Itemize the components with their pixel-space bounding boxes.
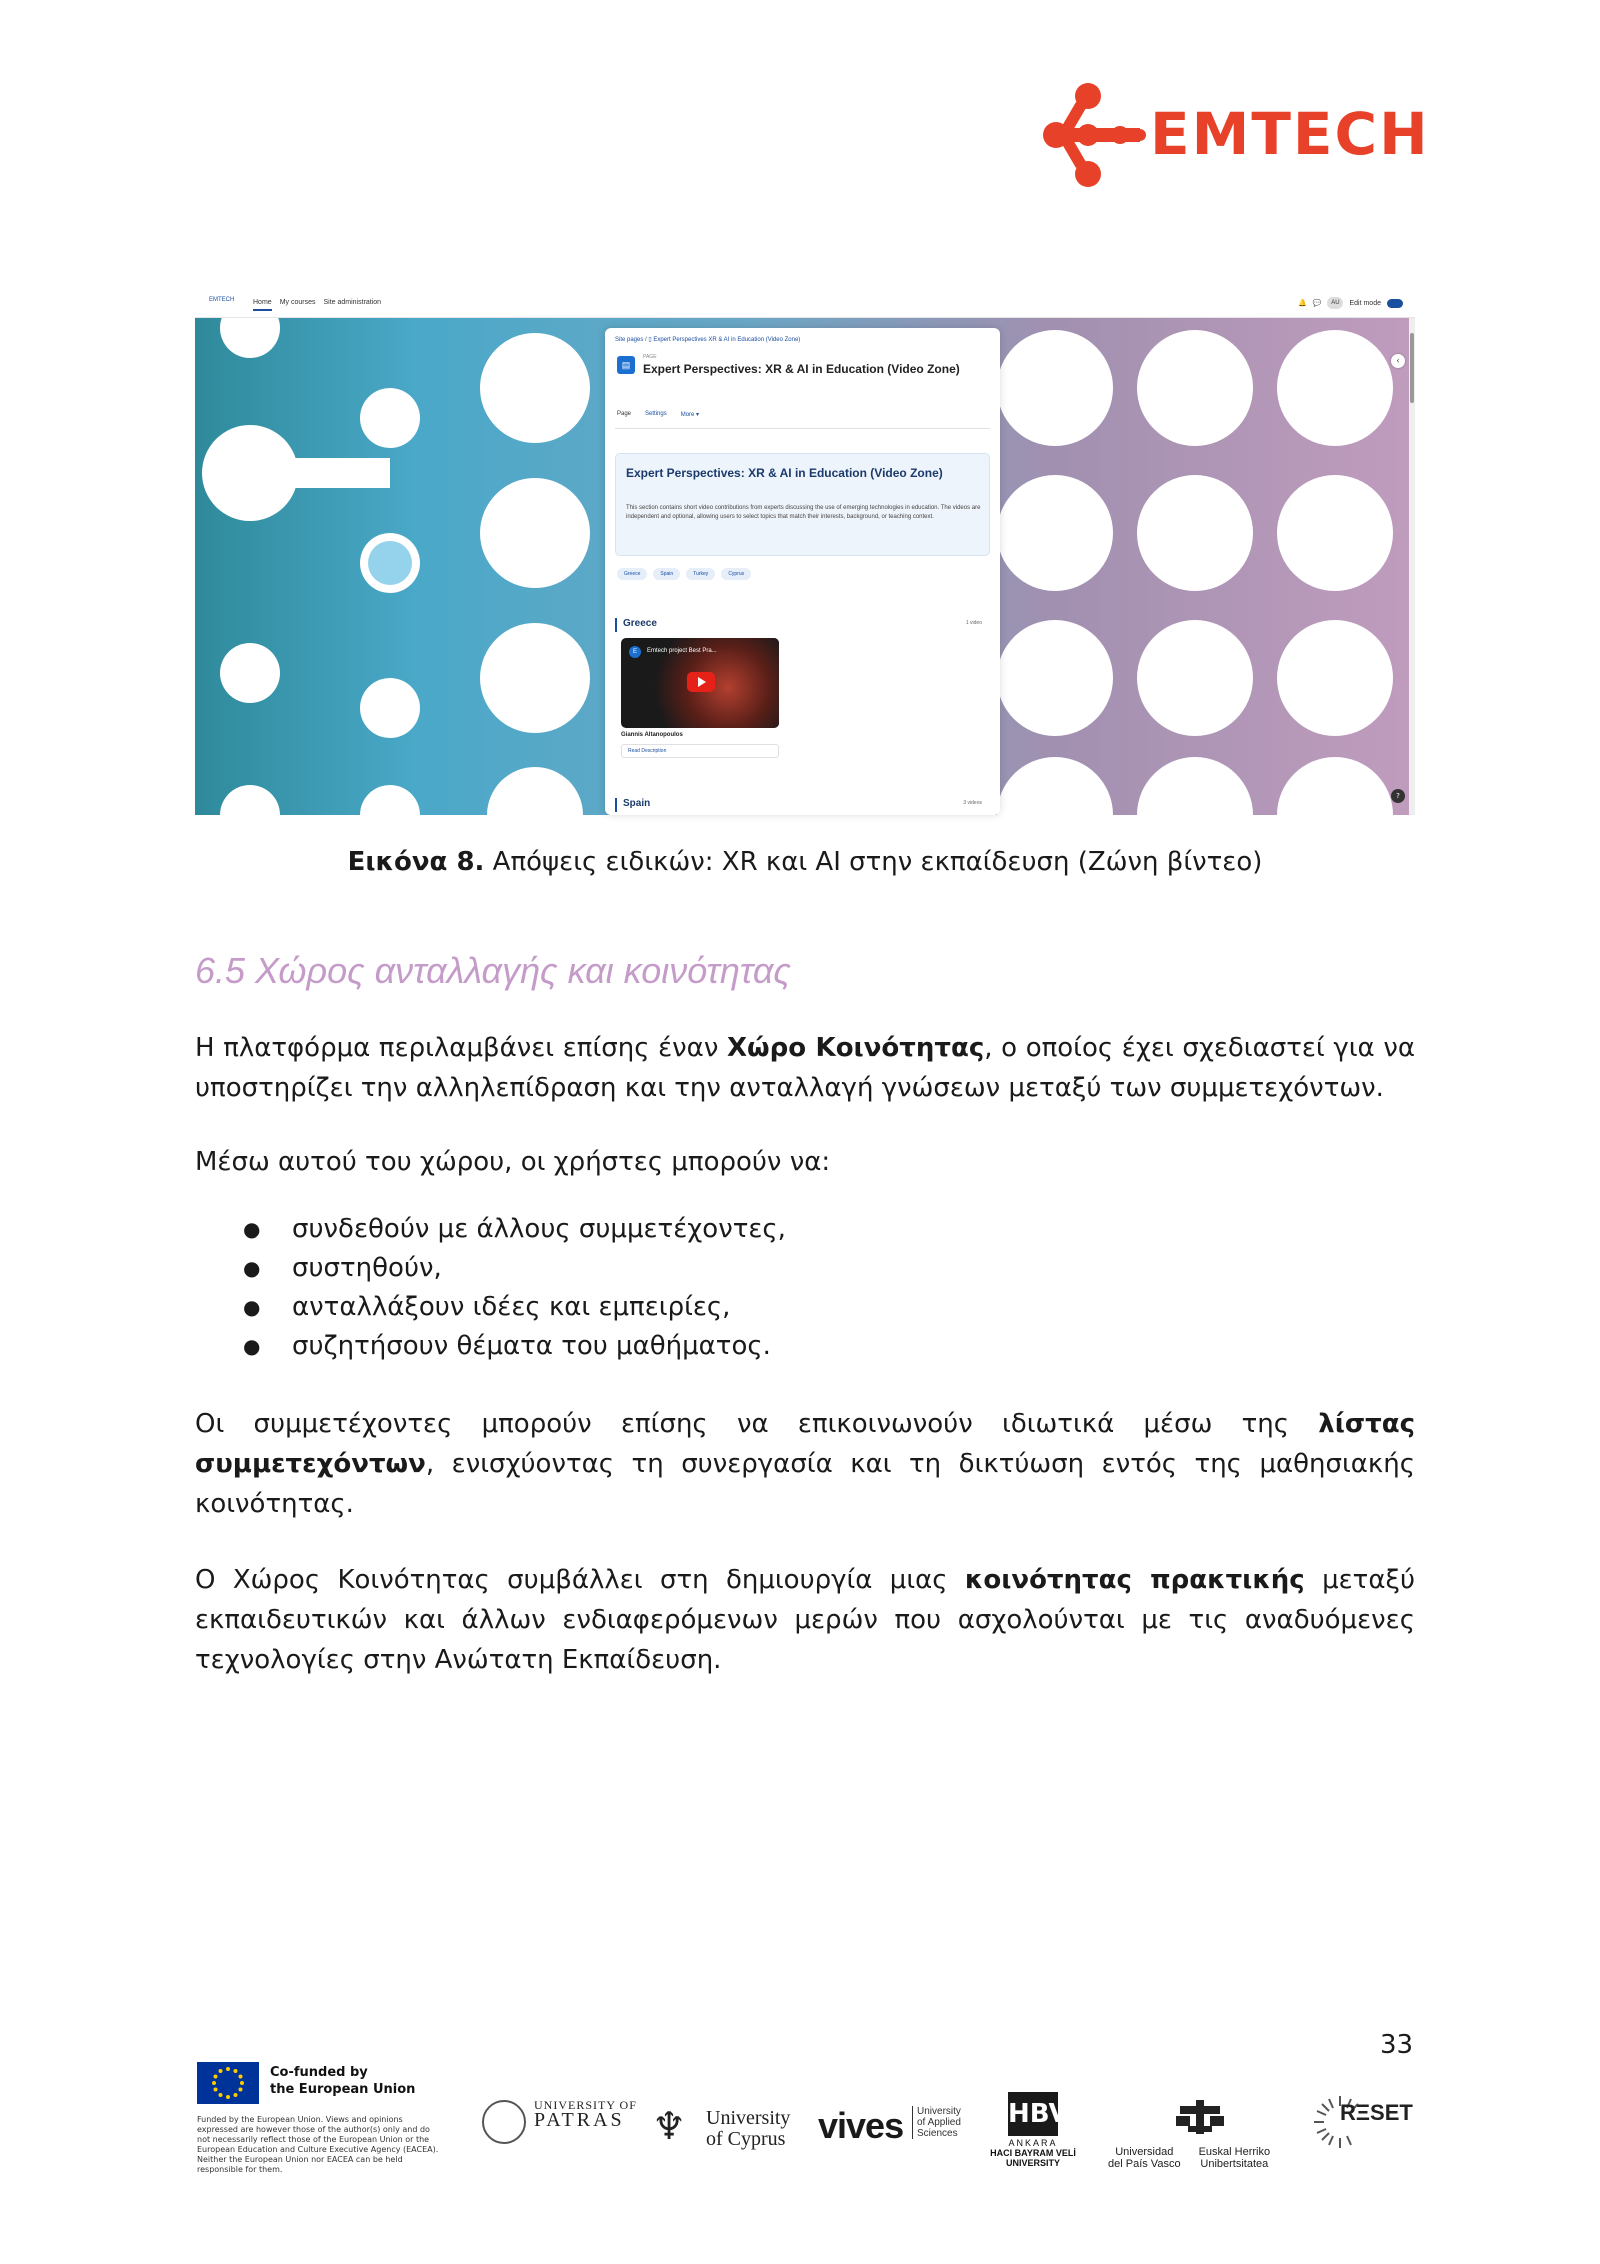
p1-bold: Χώρο Κοινότητας: [727, 1033, 985, 1063]
vives-sub-3: Sciences: [917, 2128, 958, 2139]
p1-text-b: , ο οποίος έχει σχεδιαστεί για να υποστηρίζει την αλληλεπίδραση και την ανταλλαγή γνώσεων μεταξύ των συμμετεχόντων.: [195, 1033, 1415, 1103]
info-text: This section contains short video contributions from experts discussing the use of emerging technologies in education. The videos are independent and optional, allowing users to select topics that match their interests, background, or teaching context.: [626, 505, 981, 520]
info-title: Expert Perspectives: XR & AI in Education (Video Zone): [626, 466, 943, 480]
cyprus-logo: [706, 2108, 790, 2150]
avatar[interactable]: AU: [1327, 297, 1343, 309]
section-greece-count: 1 video: [965, 620, 982, 626]
emtech-logo: [1040, 80, 1430, 190]
topbar-right: [1298, 297, 1403, 309]
eu-cofunded-line-1: Co-funded by: [270, 2065, 368, 2080]
ehu-left-2: del País Vasco: [1108, 2158, 1181, 2170]
list-item: ● συστηθούν,: [195, 1249, 786, 1288]
video-thumbnail[interactable]: [621, 638, 779, 728]
p4-bold: κοινότητας πρακτικής: [964, 1565, 1305, 1595]
chip-spain[interactable]: Spain: [653, 568, 680, 580]
p4-text-b: μεταξύ εκπαιδευτικών και άλλων ενδιαφερόμενων μερών που ασχολούνται με τις αναδυόμενες τεχνολογίες στην Ανώτατη Εκπαίδευση.: [195, 1565, 1416, 1675]
page-number: 33: [1380, 2030, 1414, 2060]
patras-line-1: UNIVERSITY OF: [534, 2098, 637, 2112]
p3-bold: λίστας συμμετεχόντων: [195, 1409, 1415, 1479]
hbv-line-2: HACI BAYRAM VELİ: [990, 2148, 1076, 2158]
tab-settings[interactable]: Settings: [645, 411, 667, 417]
eu-cofunded-line-2: the European Union: [270, 2082, 416, 2097]
patras-logo: [534, 2098, 637, 2131]
ehu-left-1: Universidad: [1115, 2146, 1174, 2158]
page-icon: ▤: [617, 356, 635, 374]
ehu-tree-icon: [1170, 2096, 1230, 2138]
list-item: ● συνδεθούν με άλλους συμμετέχοντες,: [195, 1210, 786, 1249]
chip-turkey[interactable]: Turkey: [686, 568, 715, 580]
hbv-line-1: ANKARA: [1008, 2138, 1058, 2148]
chat-icon[interactable]: 💬: [1312, 300, 1322, 307]
moodle-topbar: [195, 290, 1415, 318]
help-button[interactable]: ?: [1391, 789, 1405, 803]
eu-flag-icon: [197, 2062, 259, 2104]
tab-divider: [615, 428, 990, 429]
bell-icon[interactable]: 🔔: [1298, 300, 1307, 307]
scrollbar[interactable]: [1409, 318, 1415, 815]
section-spain: [615, 798, 990, 812]
video-speaker: Giannis Altanopoulos: [621, 732, 683, 738]
eu-cofunded-label: [270, 2064, 415, 2098]
section-greece-title: Greece: [623, 618, 657, 629]
p4-text-a: Ο Χώρος Κοινότητας συμβάλλει στη δημιουργία μιας: [195, 1565, 965, 1595]
figure-screenshot: [195, 290, 1415, 815]
nav-site-administration[interactable]: Site administration: [323, 299, 382, 306]
page-tabs: [617, 411, 699, 418]
eu-disclaimer: Funded by the European Union. Views and opinions expressed are however those of the author(s) only and do not necessarily reflect those of the European Union or the European Education and Culture Executive Agency (EACEA). Neither the European Union nor EACEA can be held responsible for them.: [197, 2115, 439, 2174]
section-heading: 6.5 Χώρος ανταλλαγής και κοινότητας: [195, 950, 791, 991]
nav-home[interactable]: Home: [253, 299, 272, 311]
play-icon[interactable]: [687, 672, 715, 692]
p3-text-b: , ενισχύοντας τη συνεργασία και τη δικτύωση εντός της μαθησιακής κοινότητας.: [195, 1449, 1415, 1519]
caption-label: Εικόνα 8.: [347, 847, 485, 877]
ehu-right-1: Euskal Herriko: [1198, 2146, 1271, 2158]
vives-sub-1: University: [917, 2106, 961, 2117]
chip-greece[interactable]: Greece: [617, 568, 647, 580]
drawer-toggle-button[interactable]: ‹: [1391, 354, 1405, 368]
vives-subtitle: [912, 2106, 961, 2139]
info-box: [615, 453, 990, 556]
p3-text-a: Οι συμμετέχοντες μπορούν επίσης να επικοινωνούν ιδιωτικά μέσω της: [195, 1409, 1319, 1439]
page-kicker: PAGE: [643, 354, 657, 360]
caption-text: Απόψεις ειδικών: XR και AI στην εκπαίδευση (Ζώνη βίντεο): [484, 847, 1263, 877]
country-chips: [617, 568, 751, 580]
hbv-logo-text: [984, 2138, 1082, 2168]
tab-page[interactable]: Page: [617, 411, 632, 417]
edit-mode-label: Edit mode: [1349, 299, 1381, 307]
paragraph-1: [195, 1028, 1415, 1108]
hbv-line-3: UNIVERSITY: [1005, 2158, 1060, 2168]
paragraph-3: [195, 1404, 1415, 1524]
cyprus-line-1: University: [706, 2107, 791, 2129]
p1-text-a: Η πλατφόρμα περιλαμβάνει επίσης έναν: [195, 1033, 727, 1063]
section-spain-count: 3 videos: [963, 800, 982, 806]
video-title: Emtech project Best Pra...: [647, 648, 717, 654]
section-greece: [615, 618, 990, 632]
topbar-nav: [253, 299, 381, 311]
vives-logo: vives: [818, 2105, 904, 2146]
tab-more[interactable]: More ▾: [680, 412, 700, 418]
ehu-basque: [1199, 2146, 1271, 2170]
hbv-logo-mark: HBV: [1008, 2092, 1058, 2136]
emtech-logo-mark-icon: [1040, 80, 1150, 190]
paragraph-4: [195, 1560, 1415, 1680]
section-spain-title: Spain: [623, 798, 651, 809]
patras-seal-icon: [482, 2100, 526, 2144]
bullet-list: [195, 1210, 786, 1366]
patras-line-2: PATRAS: [534, 2109, 625, 2131]
ehu-right-2: Unibertsitatea: [1200, 2158, 1269, 2170]
list-item: ● συζητήσουν θέματα του μαθήματος.: [195, 1327, 786, 1366]
edit-mode-toggle[interactable]: [1387, 299, 1403, 308]
emtech-logo-text: EMTECH: [1150, 100, 1430, 168]
figure-caption: [195, 847, 1415, 877]
ehu-spanish: [1108, 2146, 1181, 2170]
nav-my-courses[interactable]: My courses: [279, 299, 316, 306]
paragraph-2: Μέσω αυτού του χώρου, οι χρήστες μπορούν να:: [195, 1147, 831, 1177]
page-title: Expert Perspectives: XR & AI in Education (Video Zone): [643, 362, 960, 376]
vives-sub-2: of Applied: [917, 2117, 961, 2128]
cyprus-tree-icon: ♆: [652, 2104, 687, 2148]
video-channel-badge: E: [629, 646, 641, 658]
breadcrumb[interactable]: Site pages / ▯ Expert Perspectives XR & AI in Education (Video Zone): [615, 337, 801, 343]
topbar-brand[interactable]: EMTECH: [209, 297, 235, 303]
list-item: ● ανταλλάξουν ιδέες και εμπειρίες,: [195, 1288, 786, 1327]
content-card: [605, 328, 1000, 815]
chip-cyprus[interactable]: Cyprus: [721, 568, 751, 580]
cyprus-line-2: of Cyprus: [706, 2128, 786, 2150]
reset-logo: RΞSET: [1340, 2100, 1413, 2125]
ehu-logo-text: [1108, 2146, 1270, 2170]
read-description-button[interactable]: Read Description: [621, 744, 779, 758]
